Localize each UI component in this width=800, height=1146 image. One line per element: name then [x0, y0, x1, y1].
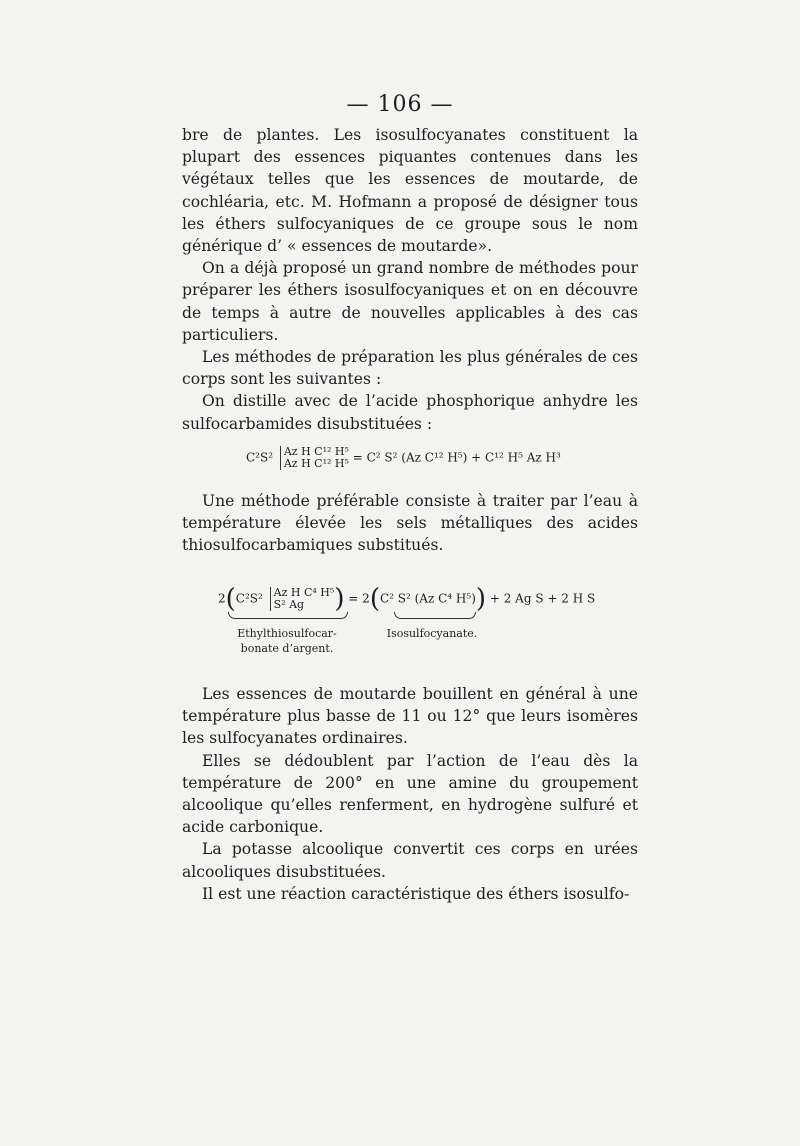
- formula-prefix: 2: [218, 591, 226, 606]
- paragraph: bre de plantes. Les isosulfocyanates constituent la plupart des essences piquantes contenues dans les végétaux telles que les essences de moutarde, de cochléaria, etc. M. Hofmann a proposé de désigner tous les éthers sulfocyaniques de ce groupe sous le nom générique d’ « essences de moutarde».: [182, 126, 638, 256]
- text-block-2: [182, 490, 638, 557]
- caption-isosulfocyanate: Isosulfocyanate.: [386, 627, 478, 640]
- caption-line: bonate d’argent.: [240, 642, 334, 655]
- paragraph: On a déjà proposé un grand nombre de méthodes pour préparer les éthers isosulfocyaniques et on en découvre de temps à autre de nouvelles applicables à des cas particuliers.: [182, 259, 638, 344]
- paragraph: Elles se dédoublent par l’action de l’eau dès la température de 200° en une amine du groupement alcoolique qu’elles renferment, en hydrogène sulfuré et acide carbonique.: [182, 751, 638, 837]
- caption-line: Ethylthiosulfocar-: [237, 627, 337, 640]
- paragraph: Les méthodes de préparation les plus générales de ces corps sont les suivantes :: [182, 348, 638, 389]
- text-block-3: [182, 683, 638, 905]
- formula-top: Az H C⁴ H⁵: [273, 586, 335, 599]
- formula-bottom: Az H C¹² H⁵: [283, 457, 349, 470]
- formula-inner: C² S² (Az C⁴ H⁵): [379, 591, 476, 606]
- formula-left: C²S²: [246, 450, 274, 465]
- paragraph: Les essences de moutarde bouillent en général à une température plus basse de 11 ou 12° que leurs isomères les sulfocyanates ordinaires.: [182, 685, 638, 748]
- paragraph: Il est une réaction caractéristique des éthers isosulfo-: [202, 884, 630, 903]
- text-block-1: [182, 124, 638, 435]
- formula-stack: [280, 446, 349, 470]
- formula-right: = C² S² (Az C¹² H⁵) + C¹² H⁵ Az H³: [352, 450, 561, 465]
- paragraph: La potasse alcoolique convertit ces corps en urées alcooliques disubstituées.: [182, 840, 638, 881]
- formula-left: C²S²: [235, 591, 263, 606]
- underbrace-right: [394, 612, 476, 619]
- caption-ethylthiosulfocarbonate: [222, 626, 352, 656]
- formula-thiosulfocarbamate: 2(C²S² Az H C⁴ H⁵ S² Ag ) = 2(C² S² (Az C⁴ H⁵)) + 2 Ag S + 2 H S: [218, 584, 596, 614]
- paragraph: Une méthode préférable consiste à traiter par l’eau à température élevée les sels métalliques des acides thiosulfocarbamiques substitués.: [182, 492, 638, 555]
- formula-top: Az H C¹² H⁵: [283, 445, 349, 458]
- formula-sulfocarbamide: [246, 446, 561, 470]
- paragraph: On distille avec de l’acide phosphorique anhydre les sulfocarbamides disubstituées :: [182, 392, 638, 433]
- formula-middle: = 2: [348, 591, 370, 606]
- formula-stack: [270, 587, 335, 611]
- formula-bottom: S² Ag: [273, 598, 305, 611]
- underbrace-left: [228, 612, 348, 619]
- page-number: — 106 —: [346, 92, 454, 117]
- formula-right: + 2 Ag S + 2 H S: [489, 591, 596, 606]
